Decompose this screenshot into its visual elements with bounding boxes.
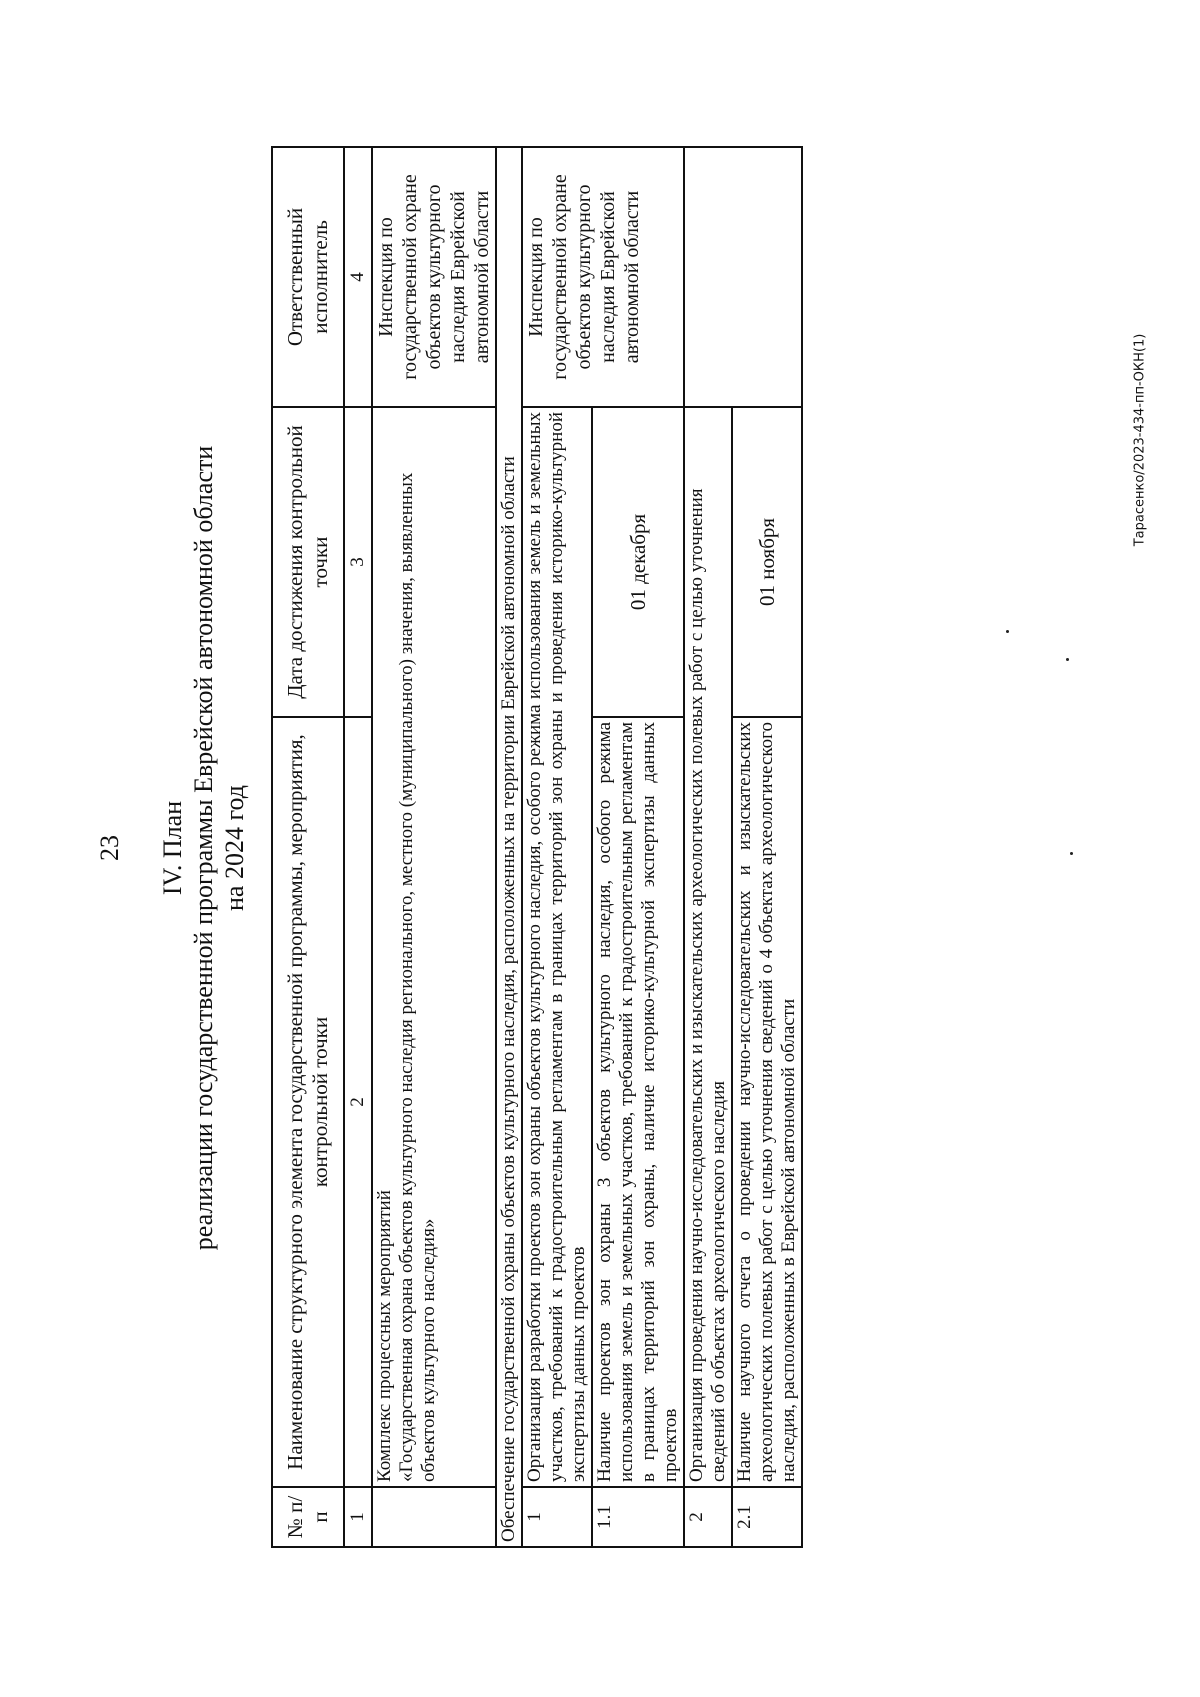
row-exec: Инспекция по государственной охране объектов культурного наследия Еврейской автономной области (522, 147, 684, 407)
complex-exec: Инспекция по государственной охране объектов культурного наследия Еврейской автономной области (372, 147, 496, 407)
title-line-2: реализации государственной программы Еврейской автономной области (189, 445, 218, 1251)
complex-name-line-2: «Государственная охрана объектов культурного наследия регионального, местного (муниципального) значения, выявленных объектов культурного наследия» (396, 472, 439, 1482)
complex-row (372, 147, 496, 1547)
rotated-page (95, 98, 1105, 1598)
row-num: 2 (684, 1487, 732, 1547)
title-line-3: на 2024 год (220, 785, 249, 911)
row-name: Наличие научного отчета о проведении научно-исследовательских и изыскательских археологических полевых работ с целью уточнения сведений о 4 объектах археологического наследия, расположенных в Еврейской автономной области (732, 717, 802, 1487)
footer-code: Тарасенко/2023-434-пп-ОКН(1) (1132, 333, 1148, 547)
col-number: 2 (344, 717, 372, 1487)
table-row (684, 147, 732, 1547)
footer-code-box (1120, 260, 1160, 620)
row-num: 1 (522, 1487, 592, 1547)
row-name: Наличие проектов зон охраны 3 объектов культурного наследия, особого режима использования земель и земельных участков, требований к градостроительным регламентам в границах территорий зон охраны, наличие историко-культурной экспертизы данных проектов (592, 717, 684, 1487)
scan-speck (1066, 658, 1069, 661)
column-number-row (344, 147, 372, 1547)
scan-speck (1070, 852, 1073, 855)
table-row (522, 147, 592, 1547)
header-name: Наименование структурного элемента государственной программы, мероприятия, контрольной точки (272, 717, 344, 1487)
title-line-1: IV. План (158, 800, 187, 896)
page-number: 23 (95, 835, 124, 861)
col-number: 4 (344, 147, 372, 407)
row-date: 01 декабря (592, 407, 684, 717)
col-number: 1 (344, 1487, 372, 1547)
header-exec: Ответственный исполнитель (272, 147, 344, 407)
plan-table (271, 146, 803, 1548)
row-num (372, 1487, 496, 1547)
row-exec (684, 147, 802, 407)
task-row (496, 147, 522, 1547)
col-number: 3 (344, 407, 372, 717)
document-title (157, 98, 250, 1598)
row-name: Организация разработки проектов зон охраны объектов культурного наследия, особого режима использования земель и земельных участков, требований к градостроительным регламентам в границах территорий зон охраны и проведения историко-культурной экспертизы данных проектов (522, 407, 592, 1487)
header-date: Дата достижения контрольной точки (272, 407, 344, 717)
scan-speck (1006, 630, 1009, 633)
row-name: Организация проведения научно-исследовательских и изыскательских археологических полевых работ с целью уточнения сведений об объектах археологического наследия (684, 407, 732, 1487)
task-name: Обеспечение государственной охраны объектов культурного наследия, расположенных на территории Еврейской автономной области (496, 147, 522, 1547)
row-num: 1.1 (592, 1487, 684, 1547)
complex-name (372, 407, 496, 1487)
row-date: 01 ноября (732, 407, 802, 717)
table-header-row (272, 147, 344, 1547)
complex-name-line-1: Комплекс процессных мероприятий (374, 1190, 395, 1482)
row-num: 2.1 (732, 1487, 802, 1547)
header-num: № п/п (272, 1487, 344, 1547)
